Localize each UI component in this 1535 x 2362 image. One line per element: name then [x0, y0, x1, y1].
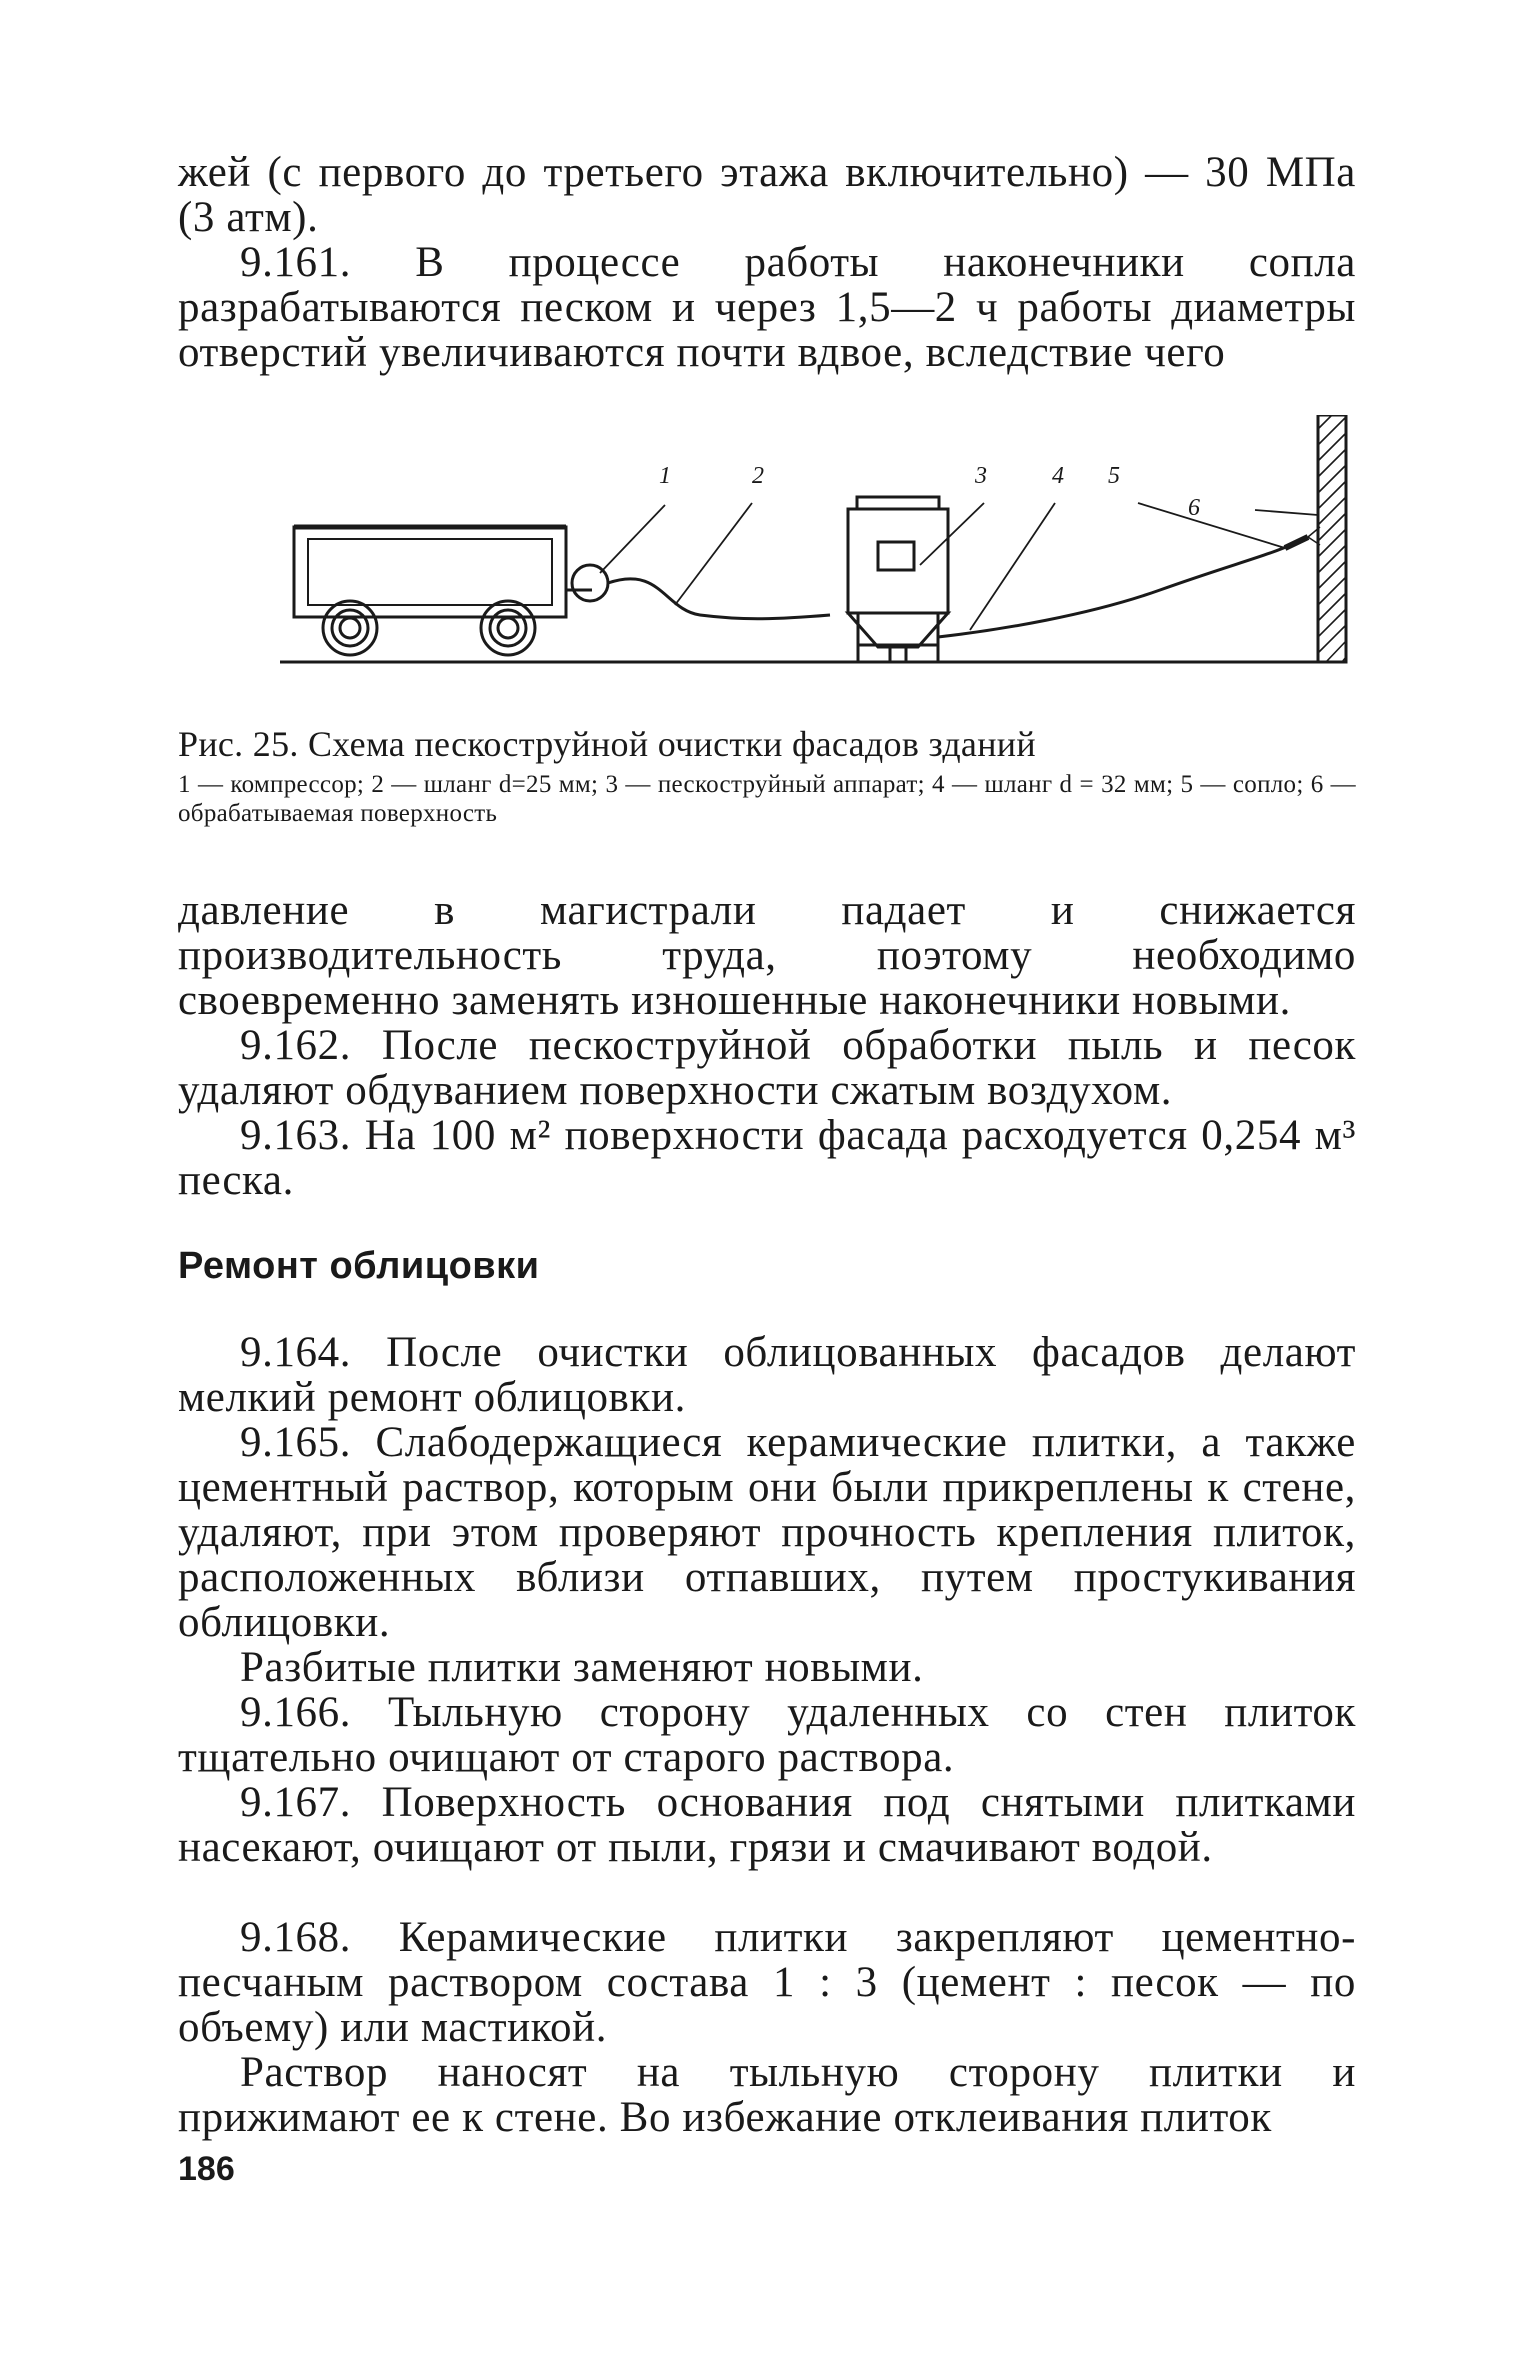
figure-label-6: 6: [1188, 495, 1200, 521]
paragraph-9-166: 9.166. Тыльную сторону удаленных со стен плиток тщательно очищают от старого раствора.: [178, 1689, 1356, 1781]
figure-caption-legend: 1 — компрессор; 2 — шланг d=25 мм; 3 — пескоструйный аппарат; 4 — шланг d = 32 мм; 5 — сопло; 6 — обрабатываемая поверхность: [178, 771, 1356, 827]
paragraph-continuation-2: давление в магистрали падает и снижается производительность труда, поэтому необходимо своевременно заменять изношенные наконечники новыми.: [178, 887, 1356, 1024]
figure-label-4: 4: [1052, 463, 1064, 489]
sandblasting-diagram: [270, 415, 1350, 680]
sandblasting-apparatus: [848, 497, 948, 662]
trailer-wheel-left: [323, 601, 377, 655]
figure-sandblasting-scheme: [270, 415, 1350, 680]
page-number: 186: [178, 2150, 235, 2188]
paragraph-replace-tiles: Разбитые плитки заменяют новыми.: [240, 1644, 924, 1691]
paragraph-9-162: 9.162. После пескоструйной обработки пыль и песок удаляют обдуванием поверхности сжатым воздухом.: [178, 1022, 1356, 1114]
paragraph-9-163: 9.163. На 100 м² поверхности фасада расходуется 0,254 м³ песка.: [178, 1112, 1356, 1204]
figure-caption-title: Рис. 25. Схема пескоструйной очистки фасадов зданий: [178, 724, 1036, 764]
treated-wall: [1318, 415, 1346, 662]
trailer-wheel-right: [481, 601, 535, 655]
nozzle: [1285, 537, 1308, 548]
figure-label-2: 2: [752, 463, 764, 489]
paragraph-9-167: 9.167. Поверхность основания под снятыми плитками насекают, очищают от пыли, грязи и смачивают водой.: [178, 1779, 1356, 1871]
hose-d25: [608, 579, 830, 619]
trailer-body: [294, 527, 566, 617]
paragraph-9-168: 9.168. Керамические плитки закрепляют цементно-песчаным раствором состава 1 : 3 (цемент : песок — по объему) или мастикой.: [178, 1914, 1356, 2051]
wall-hatching: [1318, 415, 1346, 662]
figure-label-1: 1: [659, 463, 671, 489]
paragraph-9-164: 9.164. После очистки облицованных фасадов делают мелкий ремонт облицовки.: [178, 1329, 1356, 1421]
figure-label-5: 5: [1108, 463, 1120, 489]
leader-lines: [600, 503, 1318, 630]
paragraph-continuation: жей (с первого до третьего этажа включительно) — 30 МПа (3 атм).: [178, 149, 1356, 241]
hose-d32: [938, 543, 1295, 637]
paragraph-mortar: Раствор наносят на тыльную сторону плитки и прижимают ее к стене. Во избежание отклеивания плиток: [178, 2049, 1356, 2141]
paragraph-9-161: 9.161. В процессе работы наконечники сопла разрабатываются песком и через 1,5—2 ч работы диаметры отверстий увеличиваются почти вдвое, вследствие чего: [178, 239, 1356, 376]
paragraph-9-165: 9.165. Слабодержащиеся керамические плитки, а также цементный раствор, которым они были прикреплены к стене, удаляют, при этом проверяют прочность крепления плиток, расположенных вблизи отпавших, путем простукивания облицовки.: [178, 1419, 1356, 1646]
figure-label-3: 3: [975, 463, 987, 489]
section-heading: Ремонт облицовки: [178, 1245, 540, 1287]
